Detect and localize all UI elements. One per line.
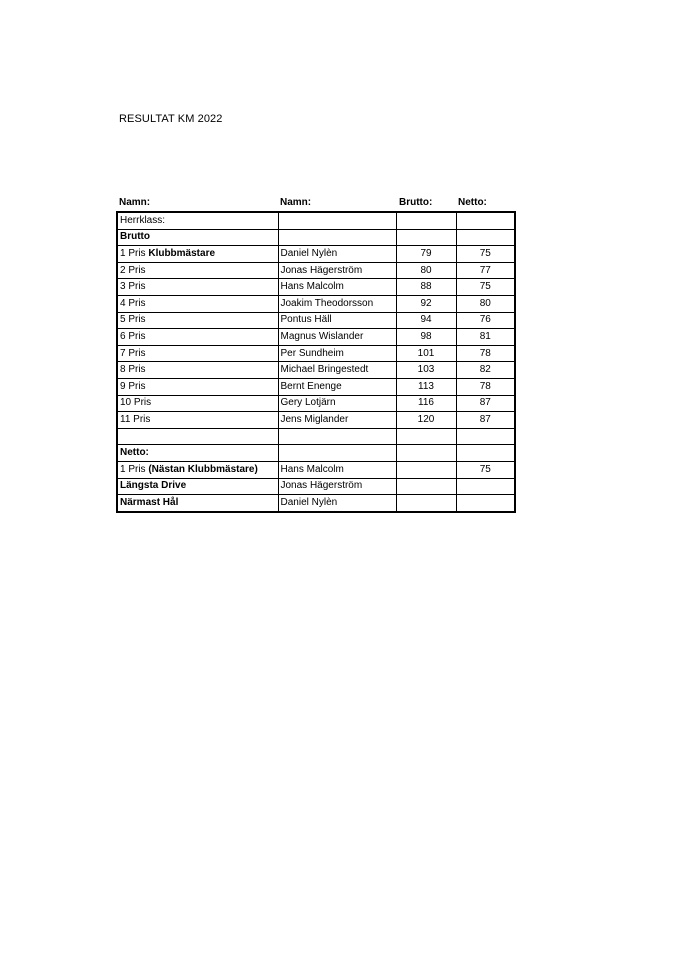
player-name: Jens Miglander — [278, 412, 396, 429]
column-header-brutto: Brutto: — [399, 197, 433, 208]
empty-cell — [278, 445, 396, 462]
result-row — [117, 378, 515, 395]
brutto-score: 94 — [396, 312, 456, 329]
netto-score: 78 — [456, 378, 515, 395]
empty-cell — [278, 212, 396, 229]
prize-label: 3 Pris — [120, 281, 146, 293]
netto-score: 87 — [456, 412, 515, 429]
result-row — [117, 461, 515, 478]
player-name: Bernt Enenge — [278, 378, 396, 395]
prize-label: 9 Pris — [120, 380, 146, 392]
brutto-score — [396, 461, 456, 478]
prize-cell — [117, 279, 278, 296]
section-label-netto: Netto: — [117, 445, 278, 462]
result-row — [117, 246, 515, 263]
empty-cell — [456, 229, 515, 246]
prize-label: 1 Pris — [120, 463, 146, 475]
brutto-score: 120 — [396, 412, 456, 429]
prize-label: 6 Pris — [120, 330, 146, 342]
special-prize-row — [117, 495, 515, 512]
prize-cell — [117, 312, 278, 329]
prize-label: 7 Pris — [120, 347, 146, 359]
empty-cell — [396, 478, 456, 495]
empty-cell — [456, 445, 515, 462]
empty-cell — [396, 229, 456, 246]
column-header-prize: Namn: — [119, 197, 151, 208]
player-name: Joakim Theodorsson — [278, 295, 396, 312]
result-row — [117, 312, 515, 329]
special-prize-row — [117, 478, 515, 495]
special-prize-label: Längsta Drive — [117, 478, 278, 495]
prize-label: 10 Pris — [120, 397, 152, 409]
prize-label: 11 Pris — [120, 413, 151, 425]
brutto-score: 79 — [396, 246, 456, 263]
section-label-herrklass: Herrklass: — [117, 212, 278, 229]
empty-cell — [396, 428, 456, 445]
prize-label: 2 Pris — [120, 264, 146, 276]
brutto-score: 88 — [396, 279, 456, 296]
column-header-row — [119, 197, 519, 211]
results-table-body — [117, 212, 515, 512]
empty-cell — [278, 229, 396, 246]
netto-score: 87 — [456, 395, 515, 412]
prize-label: 4 Pris — [120, 297, 146, 309]
empty-cell — [396, 445, 456, 462]
prize-cell — [117, 412, 278, 429]
column-header-name: Namn: — [280, 197, 312, 208]
prize-cell — [117, 295, 278, 312]
result-row — [117, 262, 515, 279]
player-name: Hans Malcolm — [278, 279, 396, 296]
empty-cell — [456, 212, 515, 229]
prize-label: 1 Pris — [120, 247, 146, 259]
empty-cell — [456, 495, 515, 512]
brutto-score: 103 — [396, 362, 456, 379]
section-row-herrklass — [117, 212, 515, 229]
brutto-score: 116 — [396, 395, 456, 412]
netto-score: 75 — [456, 279, 515, 296]
section-row-brutto — [117, 229, 515, 246]
prize-cell — [117, 345, 278, 362]
result-row — [117, 329, 515, 346]
section-row-netto — [117, 445, 515, 462]
player-name: Michael Bringestedt — [278, 362, 396, 379]
brutto-score: 101 — [396, 345, 456, 362]
prize-cell — [117, 461, 278, 478]
empty-cell — [117, 428, 278, 445]
netto-score: 80 — [456, 295, 515, 312]
prize-cell — [117, 262, 278, 279]
brutto-score: 98 — [396, 329, 456, 346]
brutto-score: 80 — [396, 262, 456, 279]
netto-score: 76 — [456, 312, 515, 329]
netto-score: 77 — [456, 262, 515, 279]
brutto-score: 113 — [396, 378, 456, 395]
prize-cell — [117, 362, 278, 379]
prize-cell — [117, 395, 278, 412]
document-title: RESULTAT KM 2022 — [119, 113, 223, 125]
result-row — [117, 412, 515, 429]
empty-cell — [456, 428, 515, 445]
netto-score: 75 — [456, 246, 515, 263]
result-row — [117, 362, 515, 379]
netto-score: 82 — [456, 362, 515, 379]
player-name: Hans Malcolm — [278, 461, 396, 478]
result-row — [117, 279, 515, 296]
results-table — [116, 211, 516, 513]
prize-cell — [117, 246, 278, 263]
player-name: Per Sundheim — [278, 345, 396, 362]
result-row — [117, 295, 515, 312]
result-row — [117, 345, 515, 362]
empty-cell — [396, 212, 456, 229]
prize-title: (Nästan Klubbmästare) — [148, 463, 258, 475]
player-name: Jonas Hägerström — [278, 478, 396, 495]
player-name: Jonas Hägerström — [278, 262, 396, 279]
section-label-brutto: Brutto — [117, 229, 278, 246]
prize-label: 5 Pris — [120, 314, 146, 326]
brutto-score: 92 — [396, 295, 456, 312]
column-header-netto: Netto: — [458, 197, 487, 208]
prize-cell — [117, 329, 278, 346]
special-prize-label: Närmast Hål — [117, 495, 278, 512]
player-name: Magnus Wislander — [278, 329, 396, 346]
player-name: Daniel Nylèn — [278, 495, 396, 512]
player-name: Daniel Nylèn — [278, 246, 396, 263]
empty-cell — [396, 495, 456, 512]
result-row — [117, 395, 515, 412]
blank-row — [117, 428, 515, 445]
empty-cell — [456, 478, 515, 495]
netto-score: 81 — [456, 329, 515, 346]
player-name: Pontus Häll — [278, 312, 396, 329]
netto-score: 75 — [456, 461, 515, 478]
prize-cell — [117, 378, 278, 395]
player-name: Gery Lotjärn — [278, 395, 396, 412]
prize-title: Klubbmästare — [148, 247, 216, 259]
netto-score: 78 — [456, 345, 515, 362]
prize-label: 8 Pris — [120, 364, 146, 376]
empty-cell — [278, 428, 396, 445]
